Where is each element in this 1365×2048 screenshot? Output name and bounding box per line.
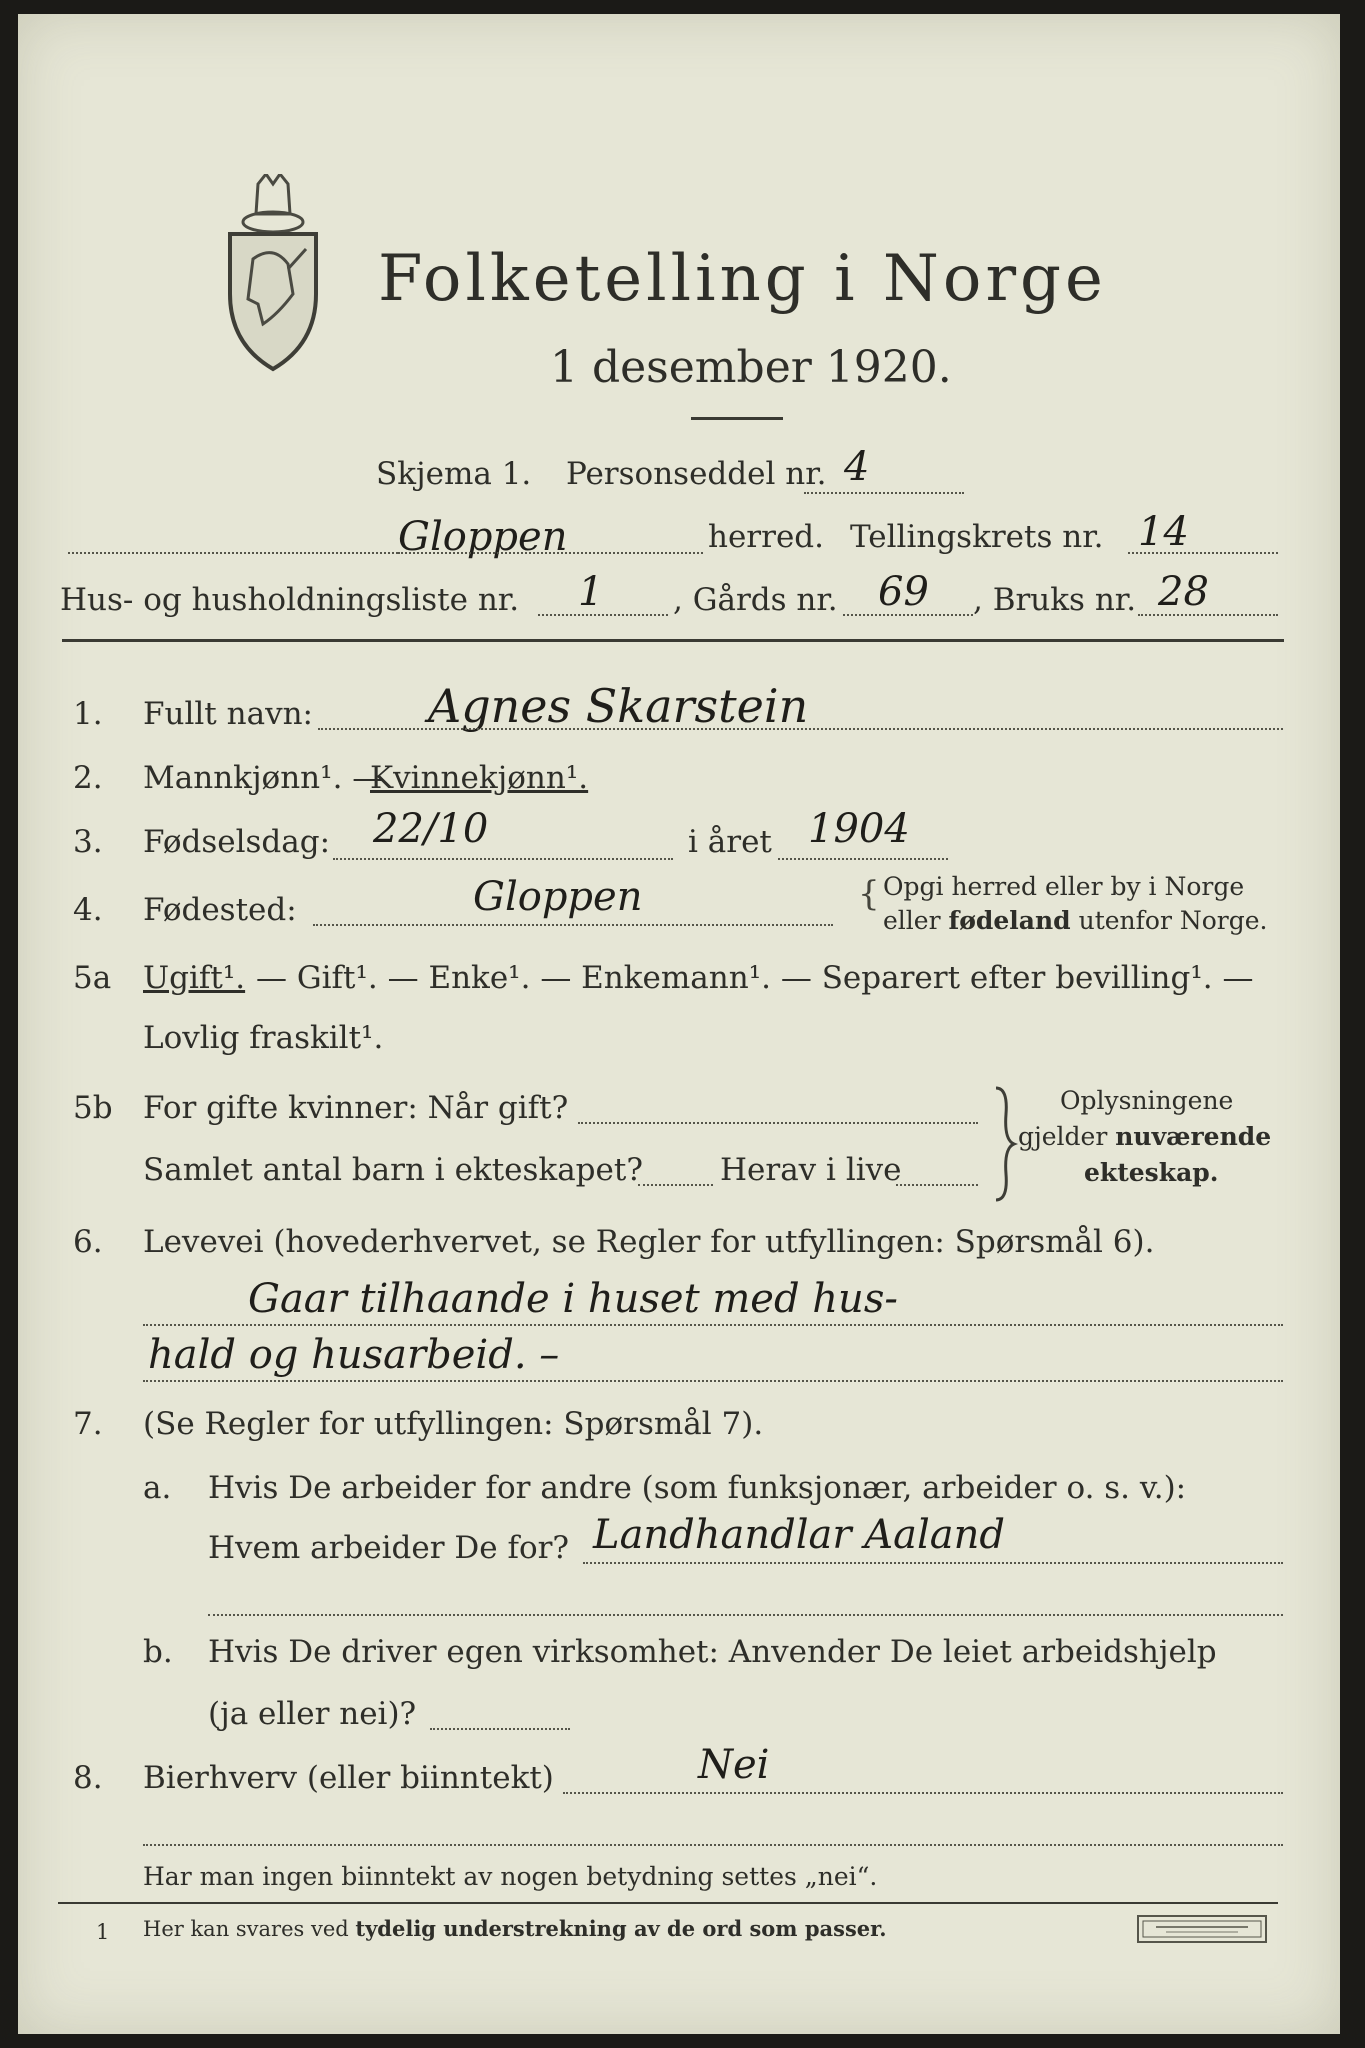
field-7-number: 7. (73, 1406, 103, 1442)
field-6-number: 6. (73, 1224, 103, 1260)
marital-options: — Gift¹. — Enke¹. — Enkemann¹. — Separert efter bevilling¹. — (256, 960, 1254, 996)
bruks-label: , Bruks nr. (973, 582, 1137, 618)
herred-label: herred. (708, 519, 824, 555)
married-note-line3: ekteskap. (1084, 1158, 1219, 1187)
gards-value: 69 (878, 569, 929, 615)
birth-year-value: 1904 (808, 806, 910, 852)
occupation-value-line2: hald og husarbeid. – (148, 1332, 560, 1378)
census-date: 1 desember 1920. (550, 342, 952, 393)
employer-value: Landhandlar Aaland (593, 1512, 1005, 1558)
birthplace-note-line2: eller fødeland utenfor Norge. (883, 906, 1268, 935)
occupation-value-line1: Gaar tilhaande i huset med hus- (248, 1276, 898, 1322)
own-business-question: Hvis De driver egen virksomhet: Anvender De leiet arbeidshjelp (208, 1634, 1217, 1670)
title-divider (691, 417, 783, 420)
field-7b-number: b. (143, 1634, 173, 1670)
yes-no-label: (ja eller nei)? (208, 1696, 417, 1732)
married-note-line2: gjelder nuværende (1018, 1122, 1272, 1151)
footnote-number: 1 (96, 1920, 110, 1944)
header-rule (62, 639, 1284, 642)
field-2-number: 2. (73, 760, 103, 796)
personseddel-label: Personseddel nr. (566, 456, 827, 492)
divorced-option: Lovlig fraskilt¹. (143, 1020, 384, 1056)
footnote-text: Her kan svares ved tydelig understrekning av de ord som passer. (143, 1916, 887, 1941)
field-4-number: 4. (73, 892, 103, 928)
gards-label: , Gårds nr. (673, 582, 838, 618)
when-married-label: For gifte kvinner: Når gift? (143, 1090, 569, 1126)
birthplace-value: Gloppen (473, 874, 643, 920)
side-income-value: Nei (698, 1742, 770, 1788)
birth-year-label: i året (688, 824, 772, 860)
side-income-note: Har man ingen biinntekt av nogen betydning settes „nei“. (143, 1862, 878, 1891)
female-option-underlined: Kvinnekjønn¹. (370, 760, 589, 796)
field-5b-number: 5b (73, 1090, 113, 1126)
birthday-value: 22/10 (373, 806, 489, 852)
field-8-number: 8. (73, 1760, 103, 1796)
field-1-number: 1. (73, 696, 103, 732)
married-note-line1: Oplysningene (1060, 1086, 1234, 1115)
side-income-label: Bierhverv (eller biinntekt) (143, 1760, 554, 1796)
employer-label: Hvem arbeider De for? (208, 1530, 570, 1566)
form-title: Folketelling i Norge (378, 242, 1107, 316)
field-7a-number: a. (143, 1470, 172, 1506)
herred-value: Gloppen (398, 514, 568, 560)
printer-stamp-icon (1136, 1914, 1268, 1944)
norwegian-coat-of-arms-icon (218, 174, 328, 374)
children-count-label: Samlet antal barn i ekteskapet? (143, 1152, 643, 1188)
tellingskrets-value: 14 (1138, 509, 1189, 555)
tellingskrets-label: Tellingskrets nr. (850, 519, 1104, 555)
footnote-rule (58, 1902, 1278, 1904)
birthday-label: Fødselsdag: (143, 824, 331, 860)
schema-label: Skjema 1. (376, 456, 532, 492)
full-name-value: Agnes Skarstein (428, 679, 809, 733)
brace-5b-icon (988, 1084, 1018, 1204)
birthplace-label: Fødested: (143, 892, 297, 928)
unmarried-option-underlined: Ugift¹. (143, 960, 246, 996)
field-3-number: 3. (73, 824, 103, 860)
brace-4a: { (858, 874, 880, 914)
field-5a-number: 5a (73, 960, 112, 996)
full-name-label: Fullt navn: (143, 696, 313, 732)
bruks-value: 28 (1158, 569, 1209, 615)
male-option: Mannkjønn¹. — (143, 760, 384, 796)
census-form-page (18, 14, 1340, 2034)
birthplace-note-line1: Opgi herred eller by i Norge (883, 872, 1245, 901)
husliste-value: 1 (578, 569, 604, 615)
occupation-label: Levevei (hovederhvervet, se Regler for utfyllingen: Spørsmål 6). (143, 1224, 1155, 1260)
husliste-label: Hus- og husholdningsliste nr. (60, 582, 520, 618)
personseddel-value: 4 (844, 444, 870, 490)
employment-label: (Se Regler for utfyllingen: Spørsmål 7). (143, 1406, 764, 1442)
employer-question: Hvis De arbeider for andre (som funksjonær, arbeider o. s. v.): (208, 1470, 1187, 1506)
children-alive-label: Herav i live (720, 1152, 902, 1188)
